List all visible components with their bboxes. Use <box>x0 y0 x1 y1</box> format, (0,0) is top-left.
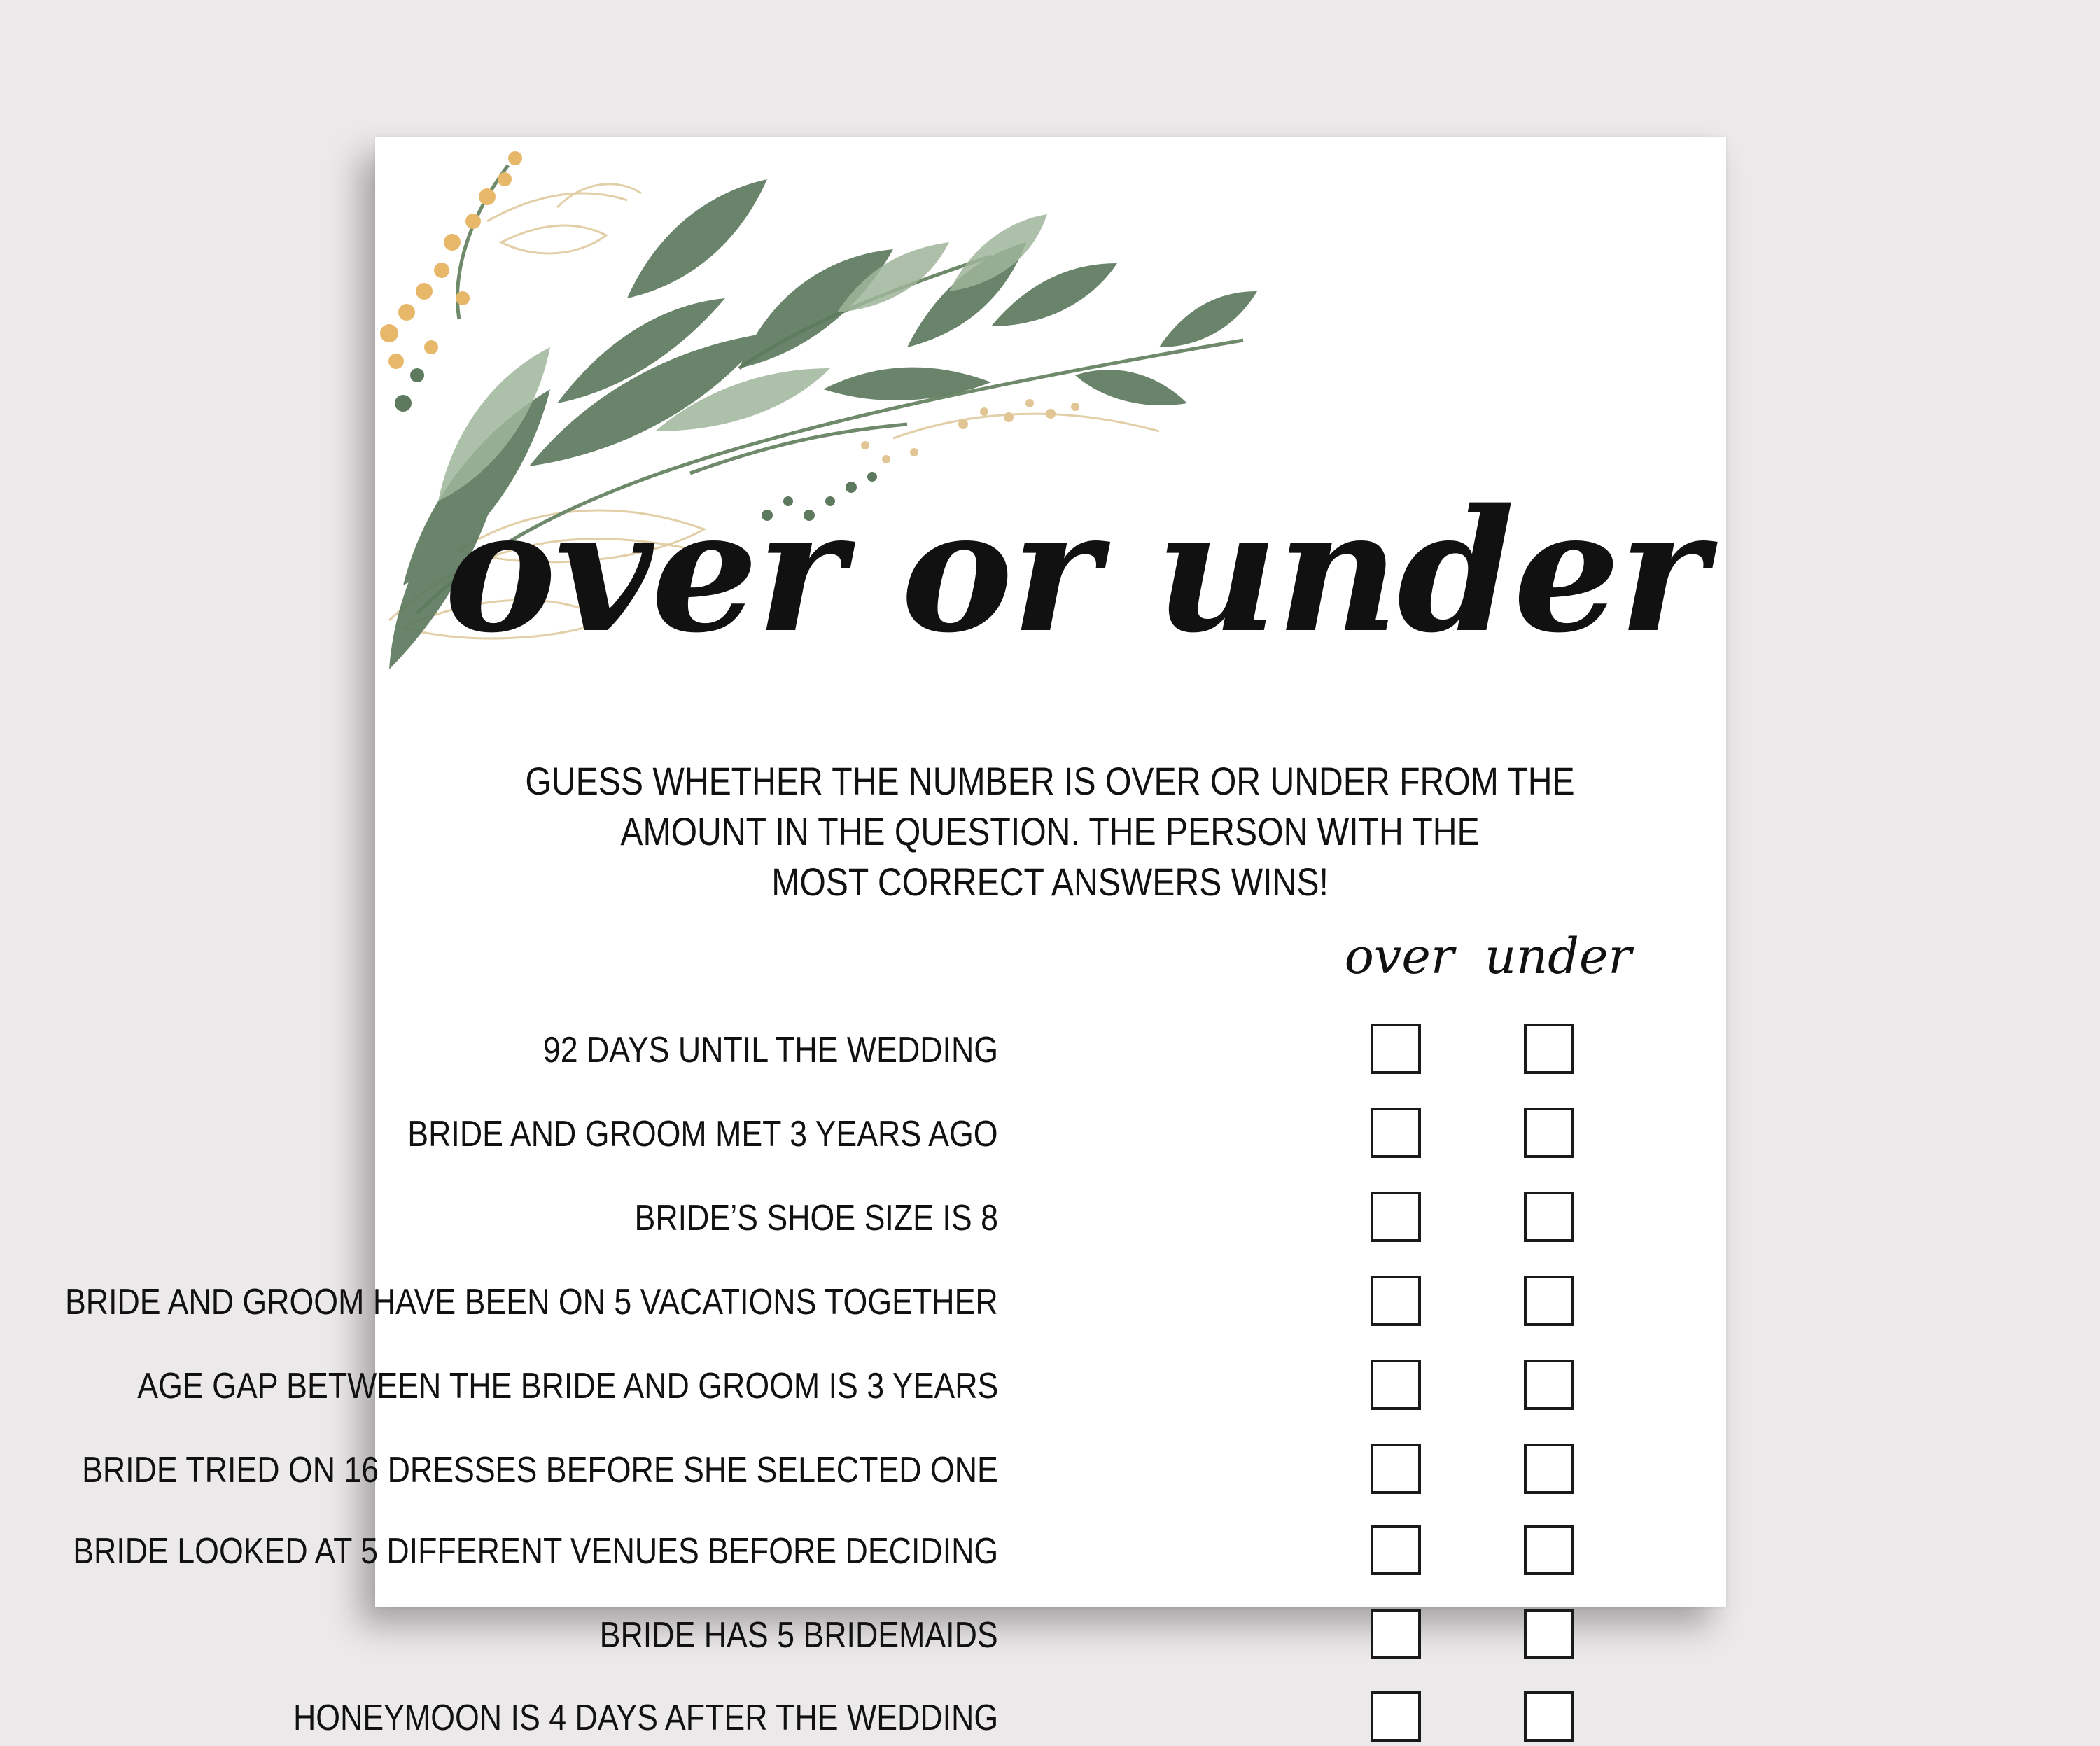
over-checkbox[interactable] <box>1371 1691 1421 1742</box>
under-checkbox[interactable] <box>1524 1276 1574 1326</box>
over-checkbox[interactable] <box>1371 1024 1421 1074</box>
under-checkbox[interactable] <box>1524 1444 1574 1494</box>
under-checkbox[interactable] <box>1524 1609 1574 1659</box>
instructions-text <box>469 756 1631 907</box>
question-text: BRIDE AND GROOM MET 3 YEARS AGO <box>407 1114 998 1154</box>
under-checkbox[interactable] <box>1524 1691 1574 1742</box>
question-text: HONEYMOON IS 4 DAYS AFTER THE WEDDING <box>293 1698 998 1738</box>
question-row <box>375 1607 1726 1663</box>
under-checkbox[interactable] <box>1524 1192 1574 1242</box>
under-checkbox[interactable] <box>1524 1525 1574 1575</box>
instructions-line: GUESS WHETHER THE NUMBER IS OVER OR UNDER FROM THE <box>525 759 1575 803</box>
instructions-line: AMOUNT IN THE QUESTION. THE PERSON WITH THE <box>620 809 1480 853</box>
under-checkbox[interactable] <box>1524 1108 1574 1158</box>
question-row <box>136 1358 1726 1414</box>
under-checkbox[interactable] <box>1524 1024 1574 1074</box>
question-row <box>375 1022 1726 1078</box>
question-text: BRIDE HAS 5 BRIDEMAIDS <box>599 1615 998 1656</box>
question-text: BRIDE TRIED ON 16 DRESSES BEFORE SHE SELECTED ONE <box>82 1450 998 1490</box>
question-text: BRIDE’S SHOE SIZE IS 8 <box>634 1198 998 1238</box>
over-checkbox[interactable] <box>1371 1108 1421 1158</box>
question-text: 92 DAYS UNTIL THE WEDDING <box>542 1030 998 1070</box>
over-checkbox[interactable] <box>1371 1444 1421 1494</box>
question-row <box>375 1106 1726 1162</box>
over-checkbox[interactable] <box>1371 1276 1421 1326</box>
over-checkbox[interactable] <box>1371 1360 1421 1410</box>
question-row <box>82 1442 1726 1498</box>
question-text: BRIDE LOOKED AT 5 DIFFERENT VENUES BEFORE DECIDING <box>73 1531 998 1572</box>
over-checkbox[interactable] <box>1371 1192 1421 1242</box>
over-column-header: over <box>1344 928 1455 985</box>
over-checkbox[interactable] <box>1371 1525 1421 1575</box>
instructions-line: MOST CORRECT ANSWERS WINS! <box>771 860 1329 904</box>
page-title: over or under <box>444 473 1707 670</box>
question-row <box>293 1690 1726 1746</box>
question-text: BRIDE AND GROOM HAVE BEEN ON 5 VACATIONS TOGETHER <box>65 1282 998 1322</box>
question-row <box>375 1190 1726 1246</box>
game-sheet <box>65 137 1726 1738</box>
under-checkbox[interactable] <box>1524 1360 1574 1410</box>
over-checkbox[interactable] <box>1371 1609 1421 1659</box>
question-text: AGE GAP BETWEEN THE BRIDE AND GROOM IS 3 YEARS <box>136 1366 998 1406</box>
question-row <box>65 1274 1726 1330</box>
question-row <box>73 1523 1726 1579</box>
under-column-header: under <box>1485 928 1632 985</box>
